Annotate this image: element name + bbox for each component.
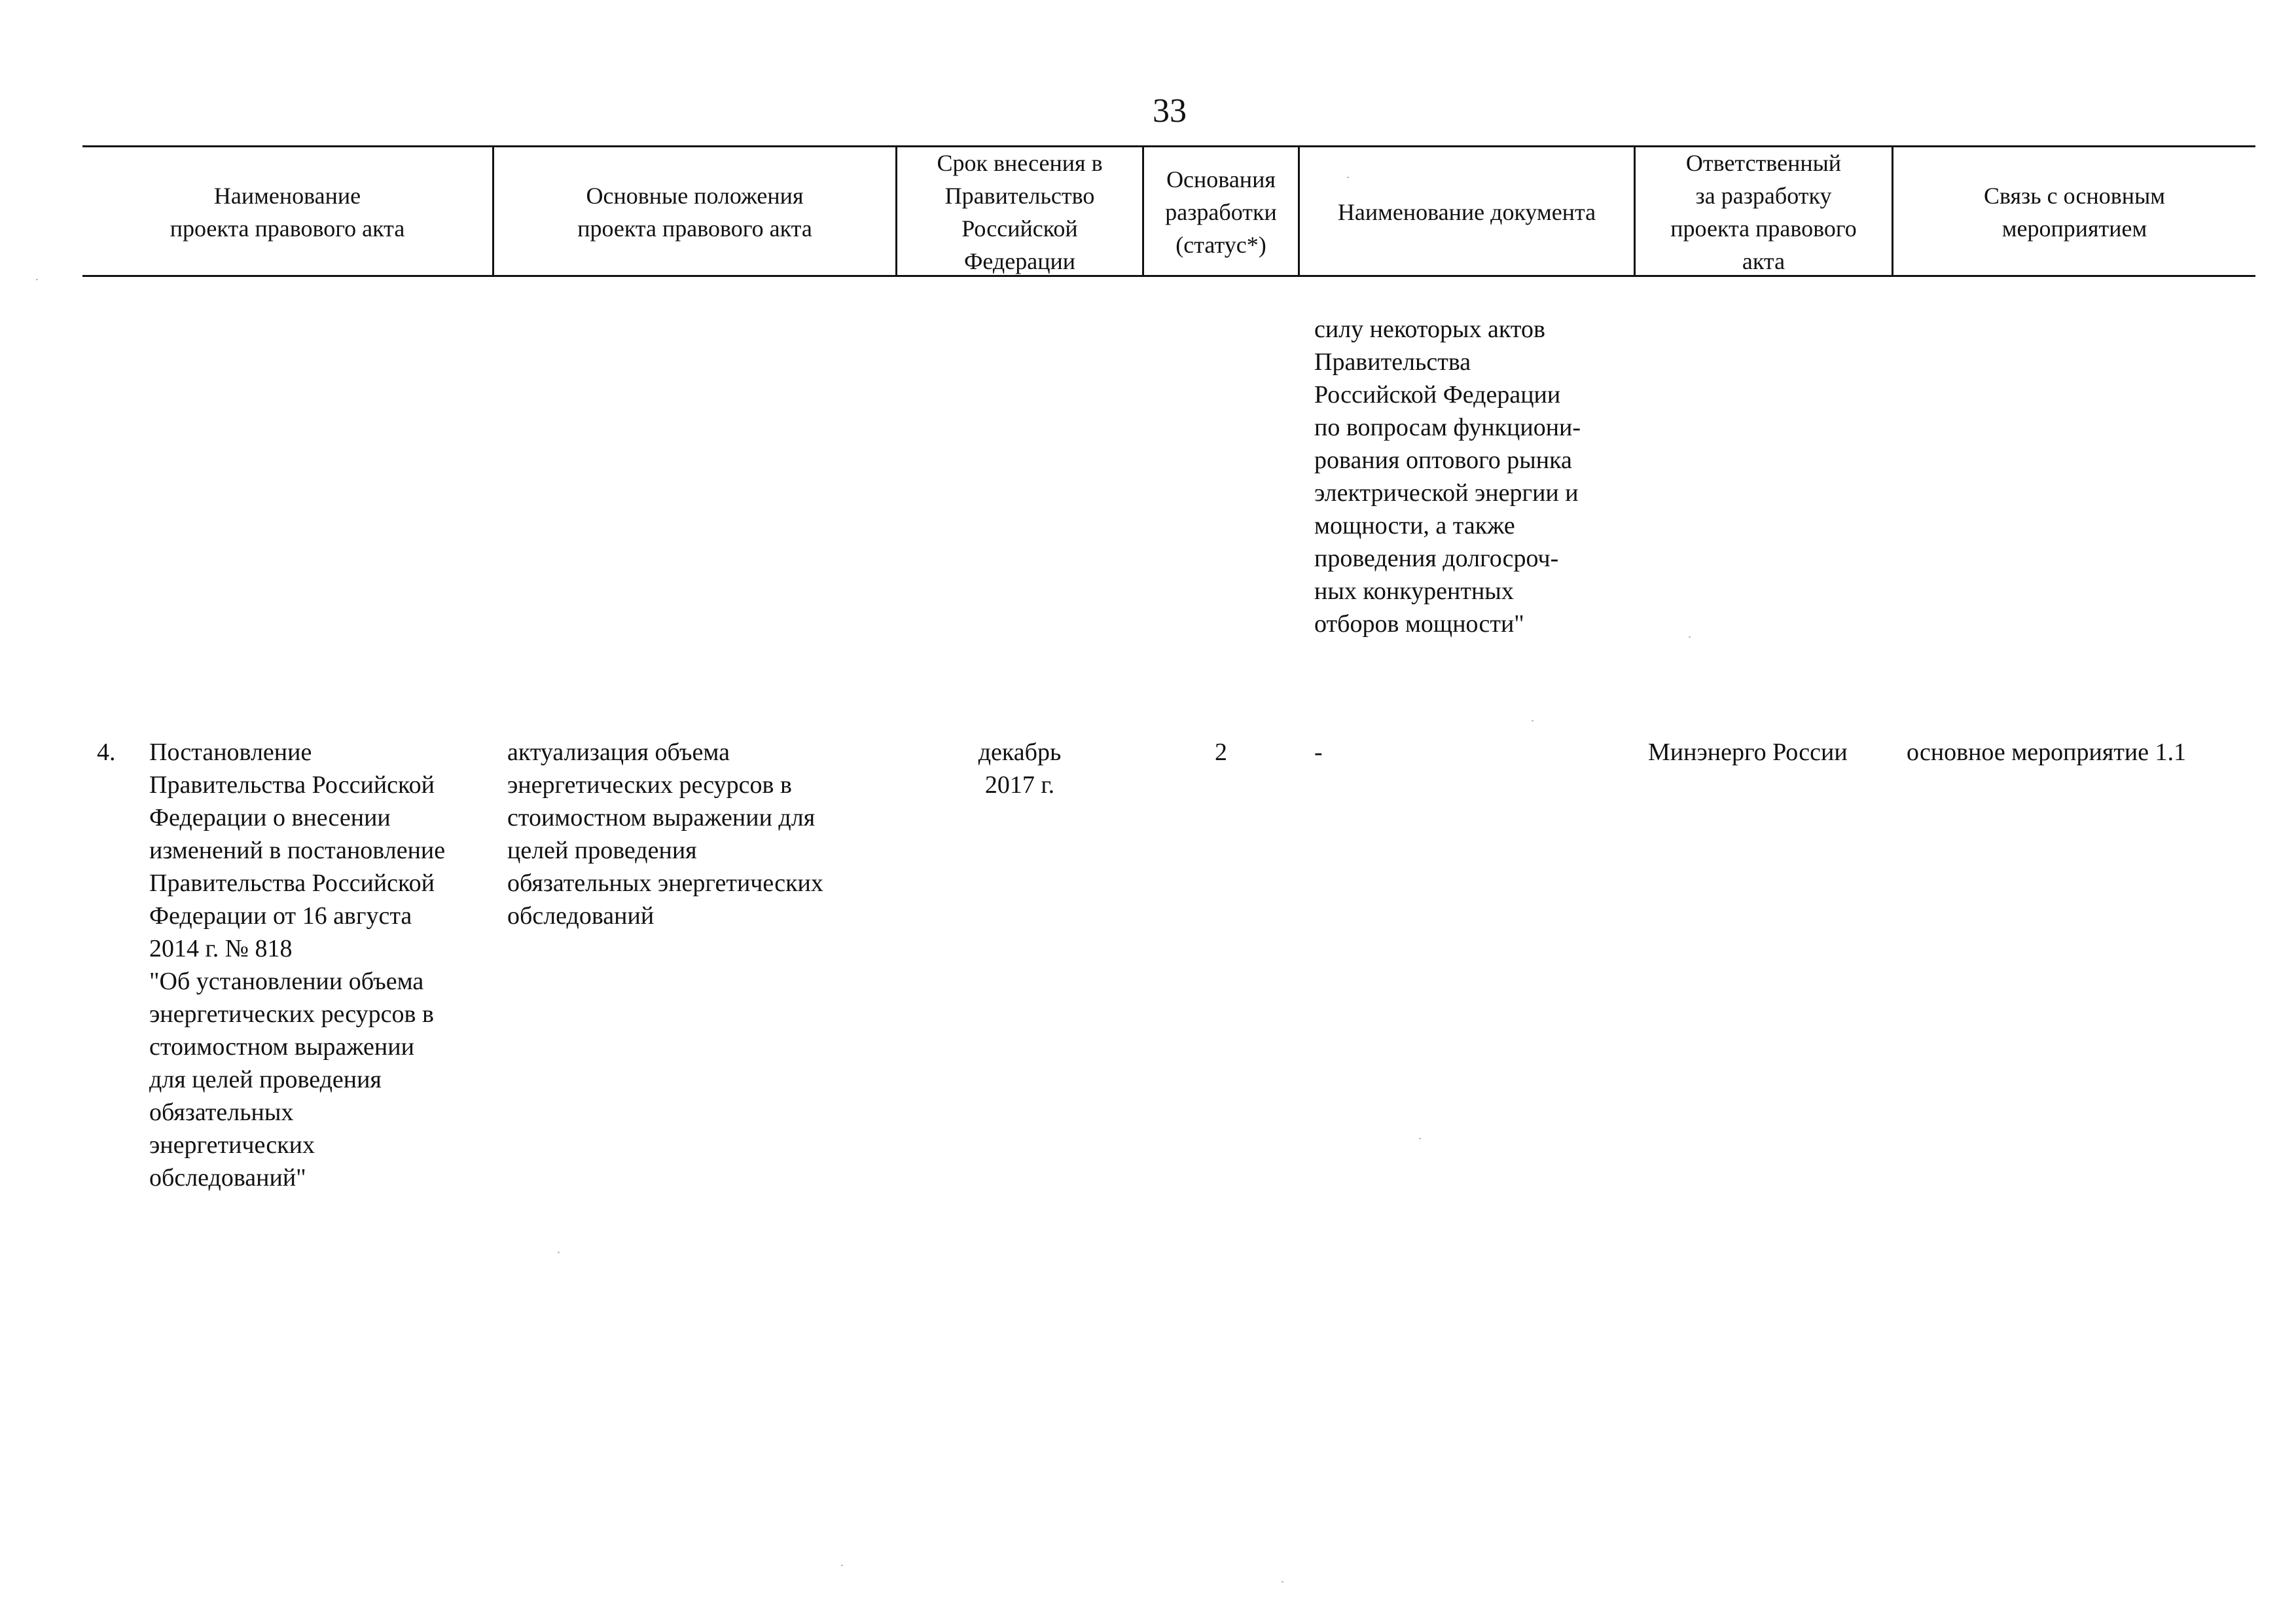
row-status: 2 [1215,739,1227,766]
scan-speck [1419,1138,1421,1139]
header-deadline: Срок внесения в Правительство Российской Федерации [937,150,1103,274]
row-responsible: Минэнерго России [1648,739,1848,766]
header-document: Наименование документа [1337,199,1596,225]
row-deadline: декабрь 2017 г. [978,739,1062,799]
scan-speck [1689,636,1691,638]
continuation-document: силу некоторых актов Правительства Российской Федерации по вопросам функциони- рования оптового рынка электрической энергии и мощности, а также проведения долгосроч- ных конкурентных отборов мощности" [1314,316,1581,638]
scan-speck [1282,1581,1283,1582]
scan-speck [1347,177,1349,178]
header-act-name: Наименование проекта правового акта [170,183,405,242]
header-status: Основания разработки (статус*) [1165,166,1277,258]
header-provisions: Основные положения проекта правового акта [577,183,812,242]
row-provisions: актуализация объема энергетических ресурсов в стоимостном выражении для целей проведения обязательных энергетических обследований [507,739,823,930]
header-link: Связь с основным мероприятием [1983,183,2166,242]
header-top-rule [82,145,2255,147]
scan-speck [558,1252,560,1253]
scan-speck [1532,720,1534,721]
row-act-name: Постановление Правительства Российской Федерации о внесении изменений в постановление Правительства Российской Федерации от 16 августа 2014 г. № 818 "Об установлении объема энергетических ресурсов в стоимостном выражении для целей проведения обязательных энергетических обследований" [149,739,446,1192]
page-number: 33 [1153,92,1187,130]
row-document: - [1314,739,1323,766]
scan-speck [841,1565,843,1566]
row-number: 4. [97,739,116,766]
scan-speck [36,279,38,280]
header-responsible: Ответственный за разработку проекта правового акта [1670,150,1857,274]
row-link: основное мероприятие 1.1 [1907,739,2187,766]
